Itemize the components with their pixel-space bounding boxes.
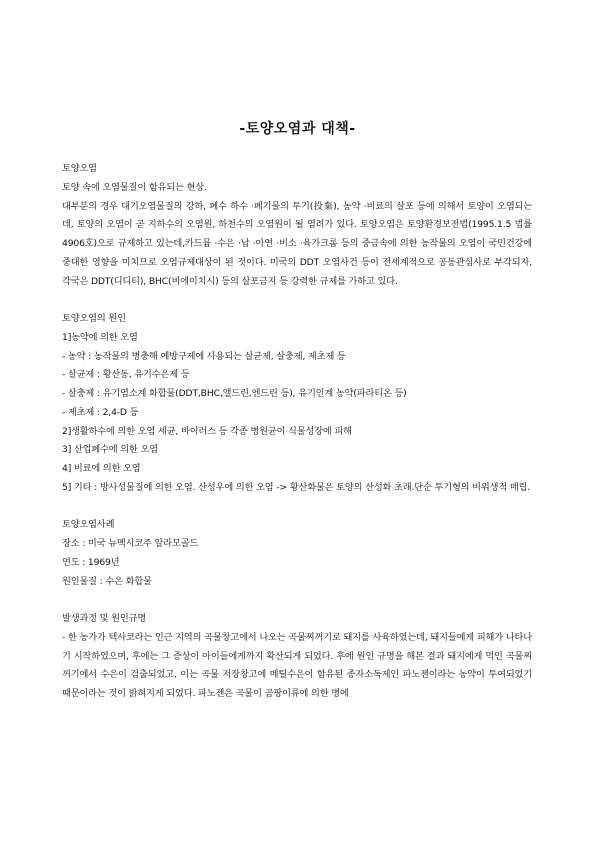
case-substance: 원인물질 : 수은 화합물 [62,575,152,587]
cause-item: - 살균제 : 황산동, 유기수은제 등 [62,369,190,381]
cause-item: - 살충제 : 유기염소계 화합물(DDT,BHC,앨드린,엔드린 등), 유기인계 농약(파라티온 등) [62,388,407,399]
section-heading: 토양오염사례 [62,519,115,531]
cause-other-paragraph: 5] 기타 : 방사성물질에 의한 오염. 산성우에 의한 오염 -> 황산화물은 토양의 산성화 초래.단순 투기형의 비위생적 매립. [62,481,531,493]
document-body [62,160,532,704]
section-case [62,516,532,591]
case-year: 연도 : 1969년 [62,556,120,568]
document-title: -토양오염과 대책- [239,121,356,137]
section-heading: 토양오염 [62,163,97,174]
section-causes [62,310,532,498]
cause-item: 3] 산업폐수에 의한 오염 [62,444,158,456]
intro-paragraph: 대부분의 경우 대기오염물질의 강하, 폐수 하수 ·폐기물의 투기(投棄), 농약 ·비료의 살포 등에 의해서 토양이 오염되는데, 토양의 오염이 곧 지하수의 오염원, 하천수의 오염원이 될 염려가 있다. 토양오염은 토양환경보전법(1995.1.5 법률 4906호)으로 규제하고 있는데,카드뮴 ·수은 ·납 ·아연 ·비소 ·육가크롬 등의 중금속에 의한 농작물의 오염이 국민건강에 중대한 영향을 미치므로 오염규제대상이 된 것이다. 미국의 DDT 오염사건 등이 전세계적으로 공동관심사로 부각되자, 각국은 DDT(디디티), BHC(비에이치시) 등의 살포금지 등 강력한 규제를 가하고 있다. [62,200,532,287]
definition-text: 토양 속에 오염물질이 함유되는 현상. [62,181,207,193]
section-soil-pollution [62,160,532,291]
cause-item: - 농약 : 농작물의 병충해 예방구제에 사용되는 살균제, 살충제, 제초제 등 [62,350,346,362]
case-place: 장소 : 미국 뉴멕시코주 알라모골드 [62,538,199,549]
section-heading: 발생과정 및 원인규명 [62,613,147,624]
process-paragraph: - 한 농가가 텍사코라는 인근 지역의 곡물창고에서 나오는 곡물찌꺼기로 돼지를 사육하였는데, 돼지들에게 피해가 나타나기 시작하였으며, 후에는 그 증상이 아이들에게까지 확산되게 되었다. 후에 원인 규명을 해본 결과 돼지에게 먹인 곡물찌꺼기에서 수은이 검출되었고, 이는 곡물 저장창고에 메틸수은이 함유된 종자소독제인 파노젠이라는 농약이 투여되었기 때문이라는 것이 밝혀지게 되었다. 파노젠은 곡물이 곰팡이류에 의한 병에 [62,631,532,699]
cause-item: - 제초제 : 2,4-D 등 [62,406,139,418]
cause-item: 2]생활하수에 의한 오염 세균, 바이러스 등 각종 병원균이 식물성장에 피해 [62,425,352,437]
section-process [62,610,532,704]
section-heading: 토양오염의 원인 [62,313,126,324]
cause-item: 4] 비료에 의한 오염 [62,463,141,474]
cause-item: 1]농약에 의한 오염 [62,331,138,343]
